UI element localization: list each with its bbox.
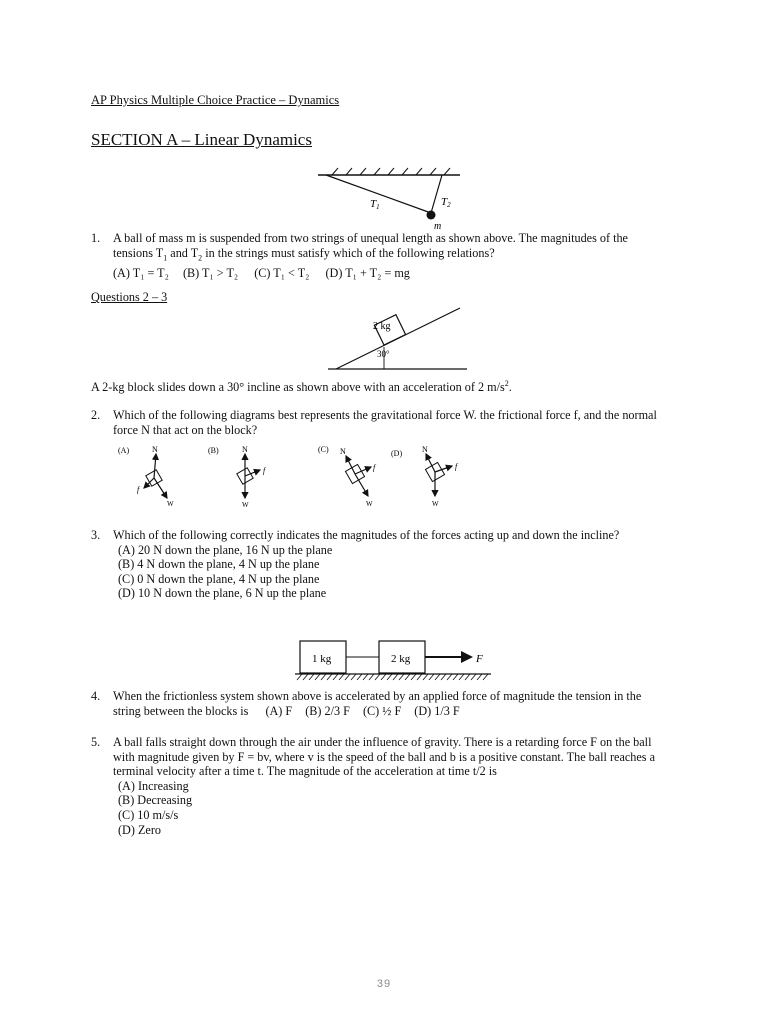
page-number: 39 [376, 978, 392, 990]
q3-option-c[interactable]: (C) 0 N down the plane, 4 N up the plane [118, 571, 320, 586]
question-3: 3. Which of the following correctly indicates the magnitudes of the forces acting up and down the incline? (A) 20 N down the plane, 16 N up the plane (B) 4 N down the plane, 4 N up the plane (C) 0 N down the plane, 4 N up the plane (D) 10 N down the plane, 6 N up the plane [91, 528, 691, 601]
q1-line2: tensions $T_1$ and $T_2$ in the strings must satisfy which of the following relations? [113, 245, 495, 263]
q1-option-a[interactable]: (A) T₁ = T₂ [113, 265, 169, 280]
q1-option-d[interactable]: (D) T₁ + T₂ = mg [325, 265, 410, 280]
block-1kg-label: 1 kg [312, 653, 332, 665]
q2-diagram-b[interactable] [208, 445, 267, 509]
svg-text:f: f [373, 463, 376, 472]
q4-option-d[interactable]: (D) 1/3 F [414, 703, 460, 718]
force-label: F [476, 653, 483, 665]
incline-angle-label: 30° [377, 349, 390, 359]
q3-option-a[interactable]: (A) 20 N down the plane, 16 N up the plane [118, 542, 333, 557]
q2-line1: Which of the following diagrams best represents the gravitational force W. the frictional force f, and the normal [113, 408, 657, 422]
questions-2-3-intro: A 2-kg block slides down a 30° incline as shown above with an acceleration of 2 $m/s^2$. [91, 379, 512, 395]
q4-line2: string between the blocks is (A) F (B) 2/3 F (C) ½ F (D) 1/3 F [113, 703, 460, 718]
q5-option-b[interactable]: (B) Decreasing [118, 793, 193, 808]
svg-text:f: f [263, 466, 266, 475]
svg-text:N: N [340, 447, 346, 456]
figure-incline [322, 303, 472, 375]
q2-line2: force N that act on the block? [113, 422, 258, 437]
block-2kg-label: 2 kg [391, 653, 411, 665]
q5-line2: with magnitude given by F = bv, where v is the speed of the ball and b is a positive constant. The ball reaches a [113, 749, 655, 764]
q3-line1: Which of the following correctly indicates the magnitudes of the forces acting up and down the incline? [113, 528, 620, 542]
svg-text:(C): (C) [318, 445, 329, 454]
q5-option-c[interactable]: (C) 10 m/s/s [118, 807, 179, 822]
incline-block-label: 2 kg [373, 321, 391, 332]
question-5: 5. A ball falls straight down through the air under the influence of gravity. There is a retarding force F on the ball with magnitude given by F = bv, where v is the speed of the ball and b is a positive constant. The ball reaches a terminal velocity after a time t. The magnitude of the acceleration at time t/2 is (A) Increasing (B) Decreasing (C) 10 m/s/s (D) Zero [91, 735, 691, 837]
label-t1: T1 [370, 198, 380, 211]
question-4: 4. When the frictionless system shown above is accelerated by an applied force of magnitude the tension in the string between the blocks is (A) F (B) 2/3 F (C) ½ F (D) 1/3 F [91, 689, 691, 718]
svg-text:N: N [242, 445, 248, 454]
svg-text:W: W [167, 500, 174, 508]
q4-option-c[interactable]: (C) ½ F [362, 703, 402, 718]
svg-text:W: W [432, 500, 439, 508]
q2-diagrams [110, 440, 500, 512]
svg-text:W: W [242, 501, 249, 509]
q4-line1: When the frictionless system shown above is accelerated by an applied force of magnitude the tension in the [113, 689, 642, 703]
label-t2: T2 [441, 196, 451, 209]
q1-option-b[interactable]: (B) T₁ > T₂ [182, 265, 239, 280]
figure-suspended-ball [310, 165, 470, 233]
svg-text:f: f [137, 485, 140, 494]
q3-option-b[interactable]: (B) 4 N down the plane, 4 N up the plane [118, 557, 320, 572]
svg-text:(D): (D) [391, 449, 403, 458]
q1-option-c[interactable]: (C) T₁ < T₂ [254, 265, 310, 280]
q2-diagram-c[interactable] [318, 445, 377, 508]
section-title: SECTION A – Linear Dynamics [91, 130, 312, 149]
q5-option-d[interactable]: (D) Zero [118, 822, 161, 837]
figure-two-blocks [293, 636, 493, 686]
questions-label: Questions 2 – 3 [91, 290, 168, 304]
svg-text:(A): (A) [118, 446, 130, 455]
svg-text:(B): (B) [208, 446, 219, 455]
svg-text:N: N [422, 445, 428, 454]
svg-text:f: f [455, 462, 458, 471]
page-header: AP Physics Multiple Choice Practice – Dynamics [91, 93, 340, 107]
question-1: 1. A ball of mass m is suspended from two strings of unequal length as shown above. The magnitudes of the tensions $T_1$ and $T_2$ in the strings must satisfy which of the following relations? (A) T₁ = T₂ (B) T₁ > T₂ (C) T₁ < T₂ (D) T₁ + T₂ = mg [91, 231, 691, 280]
q4-option-a[interactable]: (A) F [265, 703, 293, 718]
q2-diagram-a[interactable] [118, 445, 174, 508]
question-2: 2. Which of the following diagrams best represents the gravitational force W. the frictional force f, and the normal force N that act on the block? [91, 408, 691, 437]
q1-line1: A ball of mass m is suspended from two strings of unequal length as shown above. The magnitudes of the [113, 231, 628, 245]
q2-diagram-d[interactable] [391, 445, 459, 508]
svg-text:W: W [366, 500, 373, 508]
q1-options [113, 266, 691, 281]
q5-line3: terminal velocity after a time t. The magnitude of the acceleration at time t/2 is [113, 764, 497, 779]
label-mass: m [434, 221, 442, 232]
q4-option-b[interactable]: (B) 2/3 F [305, 703, 350, 718]
q5-option-a[interactable]: (A) Increasing [118, 778, 189, 793]
svg-text:N: N [152, 445, 158, 454]
q5-line1: A ball falls straight down through the air under the influence of gravity. There is a retarding force F on the ball [113, 735, 652, 749]
q3-option-d[interactable]: (D) 10 N down the plane, 6 N up the plane [118, 586, 327, 601]
